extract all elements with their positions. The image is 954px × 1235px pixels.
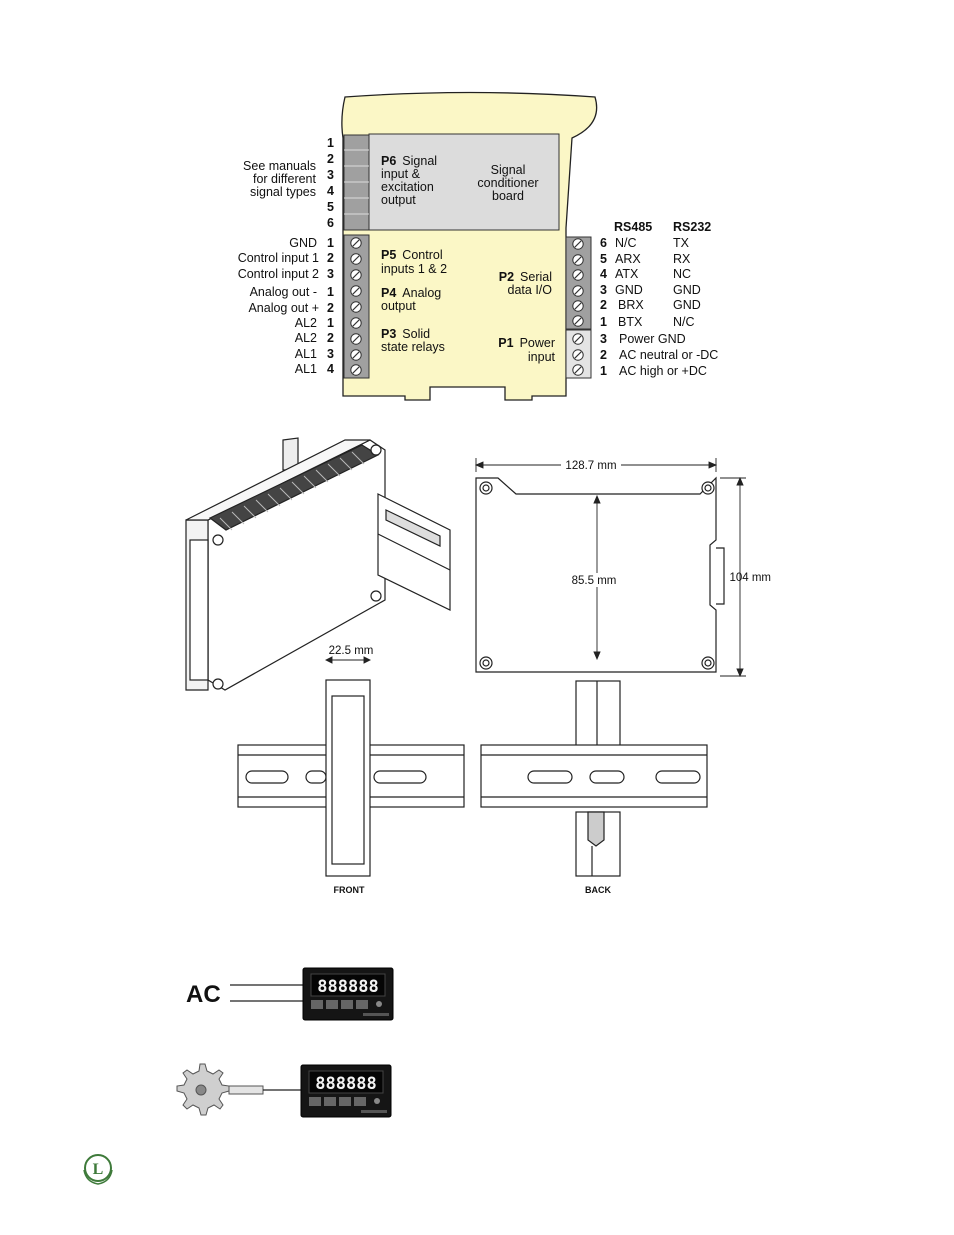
signal-board-line: Signal (490, 163, 526, 177)
p6-num: 2 (327, 152, 334, 166)
p4-tag: P4 (381, 286, 397, 300)
left-terminal-block (344, 235, 369, 378)
terminal-num: 1 (327, 236, 334, 250)
ac-label: AC (186, 981, 221, 1008)
rs485-signal: BRX (618, 298, 644, 312)
p6-note-line: signal types (249, 185, 316, 199)
power-num: 3 (600, 332, 607, 346)
p6-numbers (327, 136, 334, 230)
gear-icon (177, 1064, 229, 1115)
rs485-header: RS485 (614, 220, 653, 234)
terminal-num: 2 (327, 301, 334, 315)
dim-thickness: 22.5 mm (328, 645, 374, 657)
power-signal: AC neutral or -DC (619, 348, 719, 362)
power-signal: AC high or +DC (619, 364, 707, 378)
dim-height: 104 mm (729, 572, 771, 584)
p2-label (499, 270, 553, 297)
rs232-signal: GND (673, 283, 701, 297)
terminal-num: 2 (327, 331, 334, 345)
terminal-name: AL2 (294, 331, 317, 345)
p6-line: output (381, 193, 416, 207)
svg-text:P4Analog (381, 286, 441, 300)
signal-board-line: board (492, 189, 524, 203)
back-caption: BACK (585, 885, 611, 895)
rs485-signal: ARX (615, 252, 641, 266)
rs232-signal: TX (673, 236, 689, 250)
terminal-name: AL2 (294, 316, 317, 330)
p2-line: data I/O (507, 283, 552, 297)
rs485-signal: GND (615, 283, 643, 297)
terminal-num: 1 (327, 285, 334, 299)
svg-text:P2Serial (499, 270, 552, 284)
p6-num: 4 (327, 184, 334, 198)
svg-text:P1Power (498, 336, 555, 350)
rs232-signal: N/C (673, 315, 695, 329)
terminal-name: Control input 2 (237, 267, 319, 281)
gear-example (177, 1064, 391, 1117)
front-view (238, 680, 464, 876)
power-signal: Power GND (619, 332, 686, 346)
p2-tag: P2 (498, 270, 515, 284)
svg-text:P6Signal (381, 154, 437, 168)
rs485-signal: BTX (618, 315, 643, 329)
rs485-signal: ATX (615, 267, 639, 281)
rs485-signal: N/C (615, 236, 637, 250)
p6-note (243, 159, 316, 199)
p3-line: state relays (381, 340, 445, 354)
terminal-num: 4 (327, 362, 334, 376)
terminal-num: 3 (327, 267, 334, 281)
serial-num: 4 (600, 267, 607, 281)
back-view (481, 681, 707, 876)
serial-num: 5 (600, 252, 607, 266)
svg-text:P3Solid (381, 327, 430, 341)
terminal-num: 1 (327, 316, 334, 330)
power-num: 1 (600, 364, 607, 378)
logo-letter: L (92, 1161, 104, 1178)
terminal-name: AL1 (294, 347, 317, 361)
terminal-name: Control input 1 (237, 251, 319, 265)
meter-display: 888888 (317, 977, 379, 997)
p2-line: Serial (520, 270, 552, 284)
rs232-signal: RX (673, 252, 691, 266)
svg-text:P5Control (381, 248, 443, 262)
p1-line: Power (519, 336, 555, 350)
board-diagram (238, 93, 719, 401)
p5-tag: P5 (381, 248, 397, 262)
p4-line: output (381, 299, 416, 313)
p5-line: inputs 1 & 2 (381, 262, 448, 276)
p6-num: 3 (327, 168, 334, 182)
company-logo (84, 1155, 112, 1184)
rs232-signal: GND (673, 298, 701, 312)
rs232-header: RS232 (673, 220, 712, 234)
serial-num: 2 (600, 298, 607, 312)
p5-line: Control (402, 248, 443, 262)
dim-depth: 85.5 mm (571, 575, 617, 587)
terminal-num: 3 (327, 347, 334, 361)
terminal-name: Analog out + (248, 301, 319, 315)
p1-tag: P1 (498, 336, 514, 350)
left-terminal-labels (238, 236, 334, 376)
p1-line: input (527, 350, 555, 364)
front-caption: FRONT (333, 885, 365, 895)
p6-line: input & (381, 167, 420, 181)
p6-line: Signal (402, 154, 438, 168)
p6-line: excitation (381, 180, 434, 194)
serial-num: 6 (600, 236, 607, 250)
right-terminal-labels (600, 236, 718, 378)
power-num: 2 (600, 348, 607, 362)
p6-num: 5 (327, 200, 334, 214)
isometric-enclosure (186, 438, 450, 690)
p3-line: Solid (402, 327, 431, 341)
p4-line: Analog (402, 286, 442, 300)
p6-note-line: for different (252, 172, 316, 186)
p6-note-line: See manuals (243, 159, 316, 173)
ac-example (186, 968, 393, 1020)
serial-num: 1 (600, 315, 607, 329)
terminal-name: AL1 (294, 362, 317, 376)
p6-num: 1 (327, 136, 334, 150)
p6-terminal-block (344, 135, 369, 230)
p5-label (381, 248, 447, 276)
p3-tag: P3 (381, 327, 397, 341)
terminal-name: Analog out - (249, 285, 317, 299)
rs232-signal: NC (673, 267, 692, 281)
serial-num: 3 (600, 283, 607, 297)
terminal-name: GND (289, 236, 317, 250)
terminal-num: 2 (327, 251, 334, 265)
signal-board-line: conditioner (477, 176, 539, 190)
p6-tag: P6 (381, 154, 397, 168)
dim-width: 128.7 mm (565, 460, 617, 472)
right-terminal-block (566, 237, 591, 378)
meter-display: 888888 (315, 1074, 377, 1094)
p6-num: 6 (327, 216, 334, 230)
